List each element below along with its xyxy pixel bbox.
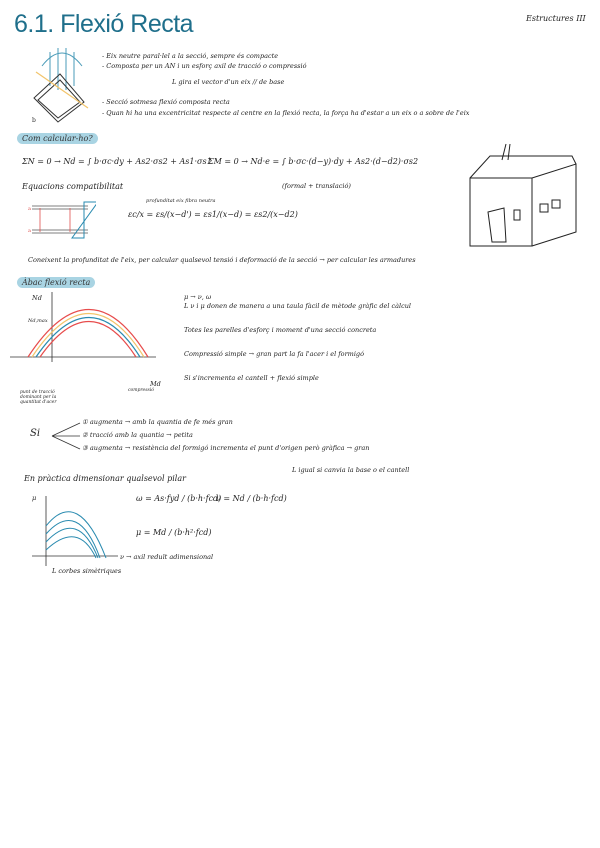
house-sketch xyxy=(466,142,582,252)
si-label: Si xyxy=(30,428,41,439)
nu-axis-label: ν → axil reduït adimensional xyxy=(120,553,214,561)
axis-label-x: Md xyxy=(150,380,161,388)
branch-arrows xyxy=(50,420,82,452)
equation-m: ΣM = 0 → Nd·e = ∫ b·σc·(d−y)·dy + As2·(d−d2)·σs2 xyxy=(208,157,419,166)
intro-bullet: - Composta per un AN i un esforç axil de tracció o compressió xyxy=(102,62,307,70)
strain-diagram xyxy=(26,196,96,244)
compression-label: compressió xyxy=(128,388,154,393)
compat-equation: εc/x = εs/(x−d') = εs1/(x−d) = εs2/(x−d2) xyxy=(128,210,298,219)
course-label: Estructures III xyxy=(526,14,586,23)
si-item: ③ augmenta → resistència del formigó incrementa el punt d'origen però gràfica → gran xyxy=(82,444,370,452)
tension-label: punt de tracció dominant per la quantitat d'acer xyxy=(20,390,57,405)
intro-bullet: - Quan hi ha una excentricitat respecte al centre en la flexió recta, la força ha d'estar a un eix o a sobre de l'eix xyxy=(102,109,470,117)
same-note: L igual si canvia la base o el cantell xyxy=(292,466,410,474)
svg-text:b: b xyxy=(32,117,36,124)
omega-formula: ω = As·fyd / (b·h·fcd) xyxy=(136,494,222,503)
abac-note: Si s'incrementa el cantell + flexió simple xyxy=(184,374,319,382)
peak-label: Nd,max xyxy=(28,318,48,324)
equation-note: (formal + translació) xyxy=(282,182,351,190)
curves-note: L corbes simètriques xyxy=(52,567,122,575)
practice-heading: En pràctica dimensionar qualsevol pilar xyxy=(24,474,186,483)
section-sketch xyxy=(30,46,96,124)
intro-bullet: - Secció sotmesa flexió composta recta xyxy=(102,98,230,106)
equation-n: ΣN = 0 → Nd = ∫ b·σc·dy + As2·σs2 + As1·σs1 xyxy=(22,157,212,166)
section-heading-abac: Àbac flexió recta xyxy=(17,277,95,288)
mu-formula: μ = Md / (b·h²·fcd) xyxy=(136,528,212,537)
svg-text:a: a xyxy=(28,206,31,212)
interaction-diagram xyxy=(8,292,158,362)
si-item: ① augmenta → amb la quantia de fe més gran xyxy=(82,418,233,426)
svg-text:a: a xyxy=(28,228,31,234)
section-heading-calc: Com calcular-ho? xyxy=(17,133,98,144)
page-title: 6.1. Flexió Recta xyxy=(14,10,194,38)
compat-heading: Equacions compatibilitat xyxy=(22,182,124,191)
intro-bullet: - Eix neutre paral·lel a la secció, sempre és compacte xyxy=(102,52,279,60)
compat-note: profunditat eix fibra neutra xyxy=(146,198,216,204)
abac-note: Totes les parelles d'esforç i moment d'una secció concreta xyxy=(184,326,377,334)
calc-conclusion: Coneixent la profunditat de l'eix, per calcular qualsevol tensió i deformació de la secció → per calcular les armadures xyxy=(28,256,416,264)
abac-note: Compressió simple → gran part la fa l'acer i el formigó xyxy=(184,350,365,358)
abac-note: L ν i μ donen de manera a una taula fàcil de mètode gràfic del càlcul xyxy=(184,302,412,310)
axis-label-mu: μ xyxy=(32,494,37,502)
intro-note: L gira el vector d'un eix // de base xyxy=(172,78,285,86)
abac-note: μ → ν, ω xyxy=(184,293,212,301)
axis-label-y: Nd xyxy=(32,294,42,302)
reduced-diagram xyxy=(28,496,120,568)
nu-formula: ν = Nd / (b·h·fcd) xyxy=(216,494,287,503)
si-item: ② tracció amb la quantia → petita xyxy=(82,431,193,439)
